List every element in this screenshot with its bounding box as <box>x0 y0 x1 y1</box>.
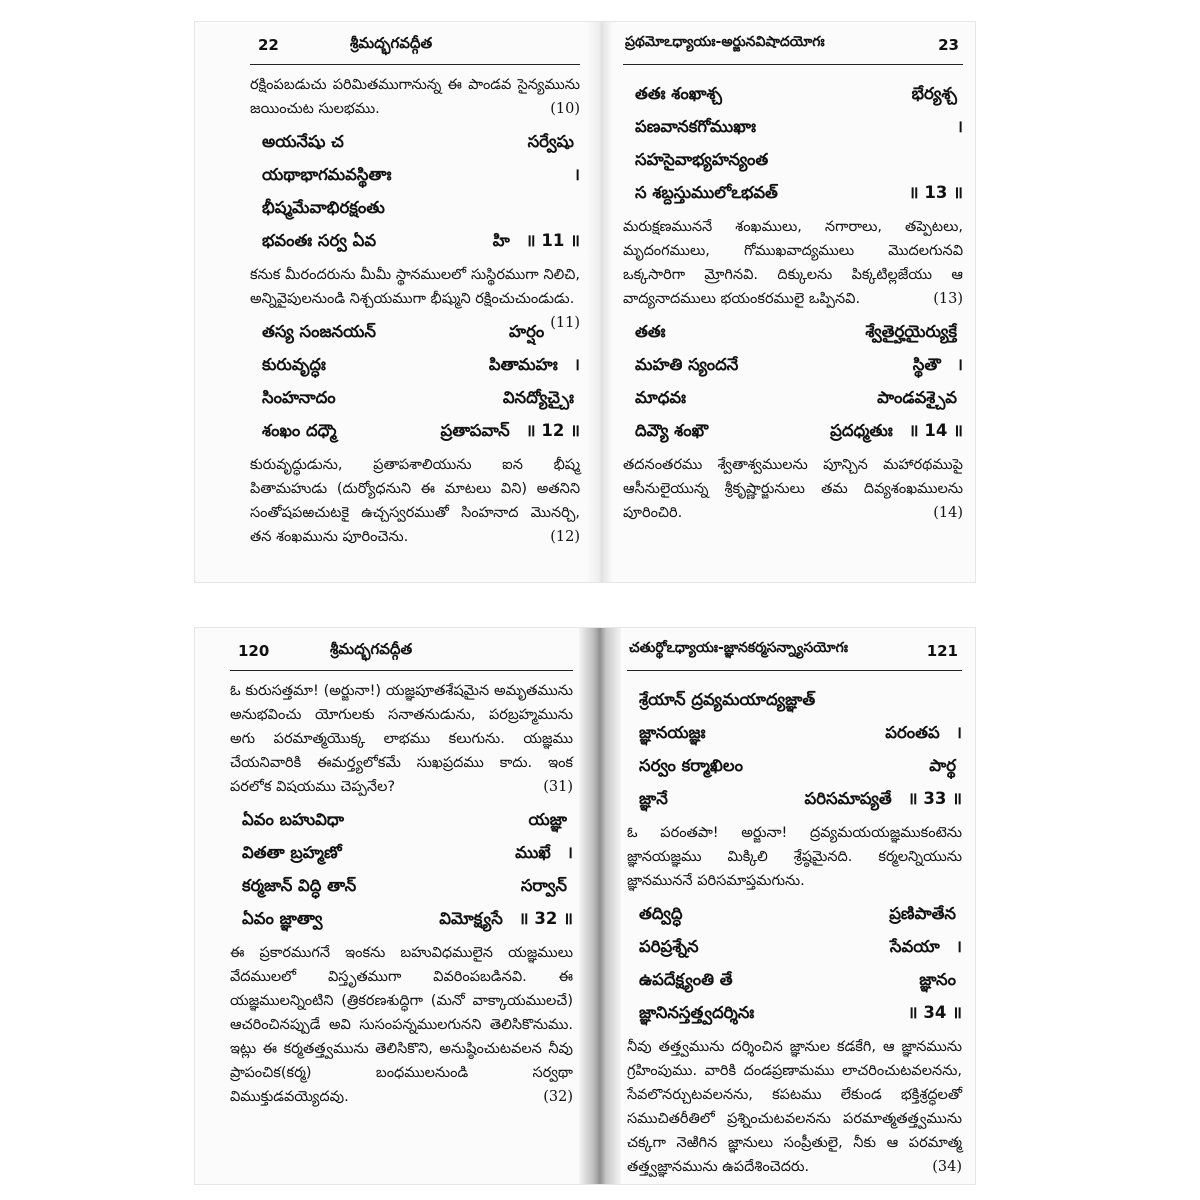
commentary-paragraph <box>250 453 580 549</box>
verse-number: ॥ 32 ॥ <box>518 909 573 928</box>
verse-ref-number: (14) <box>933 505 963 521</box>
running-title: శ్రీమద్భగవద్గీత <box>350 34 433 52</box>
verse-number: ॥ 14 ॥ <box>908 421 963 440</box>
page-120 <box>230 628 573 1184</box>
verse-words-end: ప్రదధ్మతుః <box>830 421 893 440</box>
book-gutter <box>587 22 613 582</box>
verse-line <box>639 963 962 996</box>
verse-line <box>635 110 963 143</box>
verse-line <box>635 414 963 447</box>
danda-mark: । <box>573 355 580 374</box>
verse-words: వితతా బ్రహ్మణో <box>242 843 342 862</box>
page-body <box>230 671 573 1109</box>
sanskrit-verse <box>639 897 962 1029</box>
running-title: శ్రీమద్భగవద్గీత <box>330 640 413 658</box>
page-header <box>250 30 580 65</box>
sanskrit-verse <box>262 125 580 257</box>
verse-words: దివ్యౌ శంఖౌ <box>635 421 709 440</box>
danda-mark: । <box>955 937 962 956</box>
verse-line <box>262 191 580 224</box>
page-23 <box>623 22 963 582</box>
verse-ref-number: (34) <box>932 1159 962 1175</box>
verse-words: భీష్మమేవాభిరక్షంతు <box>262 198 385 217</box>
verse-line <box>639 897 962 930</box>
verse-words: పరిప్రశ్నేన <box>639 937 699 956</box>
running-title: ప్రథమోఽధ్యాయః-అర్జునవిషాదయోగః <box>625 34 825 50</box>
page-22 <box>250 22 580 582</box>
verse-words: మాధవః <box>635 388 687 407</box>
verse-words-end: ప్రతాపవాన్ <box>440 421 510 440</box>
verse-words-end: వినద్యోచ్చైః <box>502 388 574 407</box>
verse-line <box>262 125 580 158</box>
verse-words-end: పాండవశ్చైవ <box>877 388 957 407</box>
verse-line <box>242 836 573 869</box>
verse-words-end: ప్రణిపాతేన <box>889 904 956 923</box>
page-body <box>627 671 962 1179</box>
sanskrit-verse <box>635 315 963 447</box>
paragraph-text: నీవు తత్త్వమును దర్శించిన జ్ఞానుల కడకేగి, ఆ జ్ఞానమును గ్రహింపుము. వారికి దండప్రణామము లాచరించుటవలనను, సేవలొనర్చుటవలనను, కపటము లేకుండ భక్తిశ్రద్ధలతో సముచితరీతిలో ప్రశ్నించుటవలనను పరమాత్మతత్త్వమును చక్కగా నెఱిగిన జ్ఞానులు సంప్రీతులై, నీకు ఆ పరమాత్మ తత్త్వజ్ఞానమును ఉపదేశించెదరు. <box>627 1039 962 1175</box>
danda-mark: । <box>956 355 963 374</box>
verse-line <box>262 315 550 348</box>
paragraph-text: మరుక్షణముననే శంఖములు, నగారాలు, తప్పెటలు, మృదంగములు, గోముఖవాద్యములు మొదలగునవి ఒక్కసారిగా మ్రోగినవి. దిక్కులను పిక్కటిల్లజేయు ఆ వాద్యనాదములు భయంకరములై ఒప్పినవి. <box>623 219 963 307</box>
verse-line <box>242 869 573 902</box>
verse-words: ఏవం జ్ఞాత్వా <box>242 909 323 928</box>
verse-ref-number: (11) <box>550 315 580 331</box>
verse-line <box>639 749 962 782</box>
verse-line <box>242 902 573 935</box>
page-header <box>230 636 573 671</box>
verse-ref-number: (31) <box>543 779 573 795</box>
verse-line <box>635 348 963 381</box>
bottom-book-spread <box>195 628 975 1184</box>
verse-words-end: పరంతప <box>885 723 940 742</box>
verse-words-end: జ్ఞానం <box>919 970 956 989</box>
verse-words-end: విమోక్ష్యసే <box>439 909 503 928</box>
sanskrit-verse <box>262 315 580 447</box>
verse-words-end: పితామహః <box>488 355 558 374</box>
danda-mark: । <box>566 843 573 862</box>
verse-words: శంఖం దధ్మౌ <box>262 421 337 440</box>
verse-ref-number: (32) <box>543 1089 573 1105</box>
verse-words-end: పార్థ <box>929 756 956 775</box>
verse-number: ॥ 33 ॥ <box>907 789 962 808</box>
commentary-paragraph <box>627 1035 962 1179</box>
commentary-paragraph <box>250 73 580 121</box>
verse-words: యథాభాగమవస్థితాః <box>262 165 392 184</box>
danda-mark: । <box>955 723 962 742</box>
commentary-paragraph <box>623 215 963 311</box>
verse-line <box>635 143 963 176</box>
verse-number: ॥ 11 ॥ <box>525 231 580 250</box>
verse-words: తస్య సంజనయన్ <box>262 322 376 341</box>
sanskrit-verse <box>635 77 963 209</box>
verse-words: జ్ఞానే <box>639 789 668 808</box>
page-body <box>250 65 580 549</box>
verse-line <box>262 381 580 414</box>
commentary-paragraph <box>230 941 573 1109</box>
verse-line <box>639 996 962 1029</box>
verse-words: ఉపదేక్ష్యంతి తే <box>639 970 733 989</box>
paragraph-text: ఈ ప్రకారముగనే ఇంకను బహువిధములైన యజ్ఞములు వేదములలో విస్తృతముగా వివరింపబడినవి. ఈ యజ్ఞములన్నింటిని (త్రికరణశుద్ధిగా (మనో వాక్కాయములచే) ఆచరించినప్పుడే అవి సుసంపన్నములగునని తెలిసికొనుము. ఇట్లు ఈ కర్మతత్త్వమును తెలిసికొని, అనుష్ఠించుటవలన నీవు ప్రాపంచిక(కర్మ) బంధములనుండి సర్వథా విముక్తుడవయ్యెదవు. <box>230 945 573 1105</box>
verse-words-end: శ్వేతైర్హయైర్యుక్తే <box>865 322 957 341</box>
verse-words: జ్ఞానినస్తత్త్వదర్శినః <box>639 1003 755 1022</box>
verse-words: భవంతః సర్వ ఏవ <box>262 231 377 250</box>
paragraph-text: కురువృద్ధుడును, ప్రతాపశాలియును ఐన భీష్మ పితామహుడు (దుర్యోధనుని ఈ మాటలు విని) అతనిని సంతోషపఱచుటకై ఉచ్చస్వరముతో సింహనాద మొనర్చి, తన శంఖమును పూరించెను. <box>250 457 580 545</box>
verse-words-end: పరిసమాప్యతే <box>804 789 892 808</box>
sanskrit-verse <box>242 803 573 935</box>
commentary-paragraph <box>230 679 573 799</box>
verse-words-end: సర్వాన్ <box>520 876 567 895</box>
paragraph-text: ఓ కురుసత్తమా! (అర్జునా!) యజ్ఞపూతశేషమైన అమృతమును అనుభవించు యోగులకు సనాతనుడును, పరబ్రహ్మమును అగు పరమాత్మయొక్క లాభము కలుగును. యజ్ఞము చేయనివారికి ఈమర్త్యలోకమే సుఖప్రదము కాదు. ఇంక పరలోక విషయము చెప్పనేల? <box>230 683 573 795</box>
page-body <box>623 65 963 525</box>
verse-line <box>262 158 580 191</box>
verse-words: సహసైవాభ్యహన్యంత <box>635 150 769 169</box>
verse-line <box>639 930 962 963</box>
book-gutter <box>579 628 621 1184</box>
verse-words: తద్విద్ధి <box>639 904 683 923</box>
commentary-paragraph <box>627 821 962 893</box>
verse-line <box>262 348 580 381</box>
page-number: 22 <box>258 36 279 54</box>
page-number: 120 <box>238 642 270 660</box>
verse-words: కురువృద్ధః <box>262 355 326 374</box>
verse-number: ॥ 13 ॥ <box>908 183 963 202</box>
page-121 <box>627 628 962 1184</box>
verse-line <box>635 381 963 414</box>
verse-number: ॥ 12 ॥ <box>525 421 580 440</box>
verse-words: శ్రేయాన్ ద్రవ్యమయాద్యజ్ఞాత్ <box>639 690 816 709</box>
top-book-spread <box>195 22 975 582</box>
page-number: 121 <box>926 642 958 660</box>
paragraph-text: కనుక మీరందరును మీమీ స్థానములలో సుస్థిరముగా నిలిచి, అన్నివైపులనుండి నిశ్చయముగా భీష్ముని రక్షించుచుండుడు. <box>250 267 580 307</box>
commentary-paragraph <box>250 263 580 331</box>
paragraph-text: రక్షింపబడుచు పరిమితముగానున్న ఈ పాండవ సైన్యమును జయించుట సులభము. <box>250 77 580 117</box>
paragraph-text: ఓ పరంతపా! అర్జునా! ద్రవ్యమయయజ్ఞముకంటెను జ్ఞానయజ్ఞము మిక్కిలి శ్రేష్ఠమైనది. కర్మలన్నియును జ్ఞానముననే పరిసమాప్తమగును. <box>627 825 962 889</box>
verse-words-end: స్థితౌ <box>912 355 941 374</box>
verse-line <box>242 803 573 836</box>
sanskrit-verse <box>639 683 962 815</box>
verse-number: ॥ 34 ॥ <box>907 1003 962 1022</box>
verse-line <box>639 683 962 716</box>
verse-words: తతః శంఖాశ్చ <box>635 84 722 103</box>
verse-line <box>635 315 963 348</box>
verse-words: కర్మజాన్ విద్ధి తాన్ <box>242 876 357 895</box>
verse-line <box>639 716 962 749</box>
verse-words: పణవానకగోముఖాః <box>635 117 757 136</box>
verse-words-end: సర్వేషు <box>527 132 574 151</box>
verse-line <box>635 77 963 110</box>
verse-words: మహతి స్యందనే <box>635 355 739 374</box>
verse-words: ఏవం బహువిధా <box>242 810 345 829</box>
verse-words-end: సేవయా <box>889 937 940 956</box>
verse-words-end: ముఖే <box>515 843 551 862</box>
verse-ref-number: (12) <box>550 529 580 545</box>
verse-line <box>262 414 580 447</box>
running-title: చతుర్థోఽధ్యాయః-జ్ఞానకర్మసన్న్యాసయోగః <box>629 640 848 656</box>
verse-words-end: హర్షం <box>509 322 545 341</box>
verse-words: సింహనాదం <box>262 388 336 407</box>
danda-mark: । <box>956 117 963 136</box>
verse-words-end: హి <box>492 231 510 250</box>
commentary-paragraph <box>623 453 963 525</box>
page-number: 23 <box>938 36 959 54</box>
page-header <box>627 636 962 671</box>
paragraph-text: తదనంతరము శ్వేతాశ్వములను పూన్చిన మహారథముపై ఆసీనులైయున్న శ్రీకృష్ణార్జునులు తమ దివ్యశంఖములను పూరించిరి. <box>623 457 963 521</box>
danda-mark: । <box>573 165 580 184</box>
verse-words: తతః <box>635 322 666 341</box>
verse-line <box>639 782 962 815</box>
verse-words: స శబ్దస్తుములోఽభవత్ <box>635 183 778 202</box>
verse-ref-number: (13) <box>933 291 963 307</box>
verse-words-end: భేర్యశ్చ <box>911 84 957 103</box>
verse-words: సర్వం కర్మాఖిలం <box>639 756 743 775</box>
verse-words: అయనేషు చ <box>262 132 344 151</box>
page-header <box>623 30 963 65</box>
verse-words-end: యజ్ఞా <box>528 810 567 829</box>
verse-ref-number: (10) <box>550 101 580 117</box>
verse-words: జ్ఞానయజ్ఞః <box>639 723 706 742</box>
verse-line <box>262 224 580 257</box>
verse-line <box>635 176 963 209</box>
